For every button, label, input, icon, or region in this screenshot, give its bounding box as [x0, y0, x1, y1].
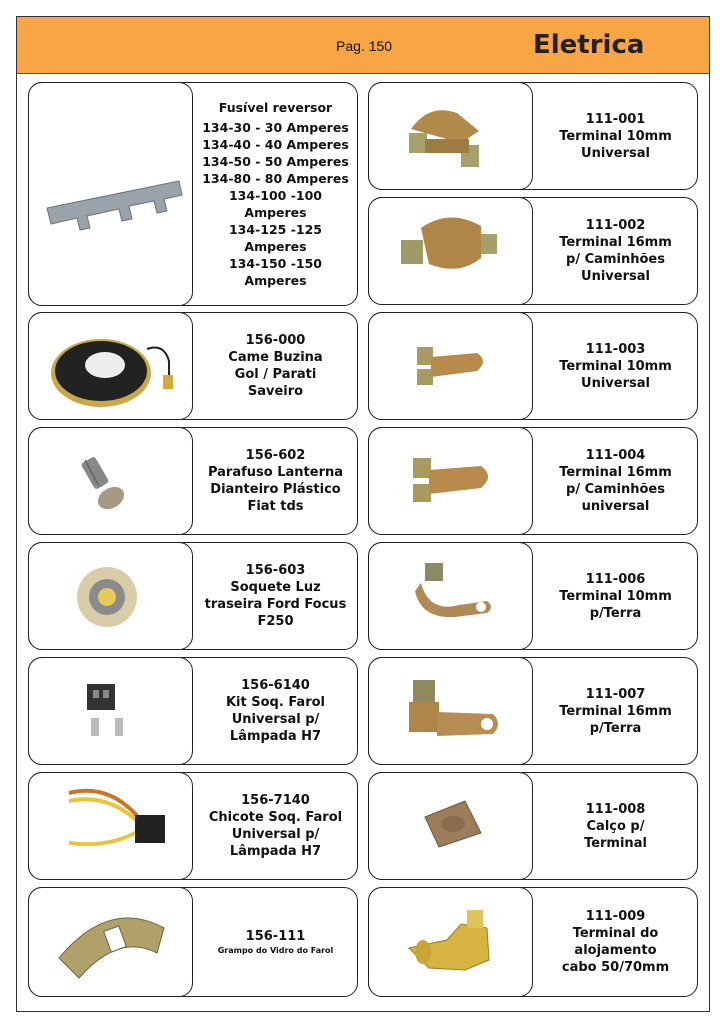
- product-text-fusivel: [194, 83, 357, 305]
- product-line: Fusível reversor: [218, 100, 333, 115]
- product-card-111-006: [368, 542, 698, 650]
- product-line: 111-004: [585, 448, 646, 463]
- connector-kit-icon: [29, 658, 193, 765]
- product-card-156-111: [28, 887, 358, 997]
- product-card-fusivel: [28, 82, 358, 306]
- fuse-strip-icon: [29, 83, 193, 306]
- product-line: 134-100 -100 Amperes: [228, 188, 322, 220]
- product-line: Lâmpada H7: [229, 729, 322, 744]
- product-line: p/Terra: [589, 605, 642, 621]
- ground-terminal-icon: [369, 543, 533, 650]
- product-text-156-603: [194, 543, 357, 649]
- product-line: Terminal: [584, 835, 647, 851]
- battery-terminal-icon: [369, 428, 533, 535]
- product-image-111-008: [368, 772, 533, 880]
- product-line: traseira Ford Focus: [204, 597, 347, 612]
- product-image-111-006: [368, 542, 533, 650]
- product-image-111-009: [368, 887, 533, 997]
- product-line: Terminal 16mm: [559, 703, 672, 719]
- product-line: 111-003: [585, 341, 646, 357]
- product-line: 134-125 -125 Amperes: [228, 222, 322, 254]
- product-card-111-003: [368, 312, 698, 420]
- product-line: Soquete Luz: [230, 580, 321, 595]
- product-line: Terminal 10mm: [559, 588, 672, 604]
- product-image-111-007: [368, 657, 533, 765]
- product-line: 111-009: [585, 909, 646, 924]
- product-text-156-602: [194, 428, 357, 534]
- product-line: Terminal 16mm: [559, 465, 672, 480]
- product-line: 111-001: [585, 111, 646, 127]
- product-line: 156-602: [245, 448, 306, 463]
- product-line: 111-002: [585, 218, 646, 233]
- product-line: 111-007: [585, 686, 646, 702]
- product-card-156-7140: [28, 772, 358, 880]
- product-line: Terminal 10mm: [559, 128, 672, 144]
- product-line: Chicote Soq. Farol: [208, 810, 343, 825]
- product-line: Universal: [581, 145, 650, 161]
- product-line: 111-008: [585, 801, 646, 817]
- product-line: Universal: [581, 375, 650, 391]
- product-image-fusivel: [28, 82, 193, 306]
- horn-cam-icon: [29, 313, 193, 420]
- product-line: 156-000: [245, 333, 306, 348]
- product-line: p/Terra: [589, 720, 642, 736]
- product-image-156-602: [28, 427, 193, 535]
- product-line: Terminal 16mm: [559, 235, 672, 250]
- product-image-156-6140: [28, 657, 193, 765]
- product-text-111-006: [534, 543, 697, 649]
- socket-icon: [29, 543, 193, 650]
- product-card-156-602: [28, 427, 358, 535]
- section-title: Eletrica: [533, 30, 645, 60]
- product-line: 111-006: [585, 571, 646, 587]
- product-image-111-001: [368, 82, 533, 190]
- product-image-156-603: [28, 542, 193, 650]
- product-description-small: Grampo do Vidro do Farol: [217, 946, 334, 955]
- product-line: Terminal 10mm: [559, 358, 672, 374]
- ground-terminal-icon: [369, 658, 533, 765]
- product-line: Calço p/: [586, 818, 645, 834]
- product-line: 134-80 - 80 Amperes: [202, 171, 349, 186]
- product-line: Gol / Parati: [234, 367, 317, 382]
- product-image-156-111: [28, 887, 193, 997]
- screw-icon: [29, 428, 193, 535]
- wiring-harness-icon: [29, 773, 193, 880]
- battery-terminal-icon: [369, 83, 533, 190]
- shim-icon: [369, 773, 533, 880]
- battery-terminal-icon: [369, 313, 533, 420]
- product-line: 156-111: [245, 929, 306, 944]
- product-line: Universal p/: [231, 712, 320, 727]
- product-line: Universal p/: [231, 827, 320, 842]
- product-line: Kit Soq. Farol: [225, 695, 326, 710]
- product-text-156-111: [194, 888, 357, 996]
- product-card-111-004: [368, 427, 698, 535]
- product-image-111-003: [368, 312, 533, 420]
- brass-terminal-icon: [369, 888, 533, 997]
- battery-terminal-icon: [369, 198, 533, 305]
- product-line: cabo 50/70mm: [561, 960, 670, 975]
- product-image-156-000: [28, 312, 193, 420]
- product-card-156-603: [28, 542, 358, 650]
- product-line: p/ Caminhões: [566, 482, 665, 497]
- product-card-111-008: [368, 772, 698, 880]
- product-card-111-007: [368, 657, 698, 765]
- product-line: Saveiro: [247, 384, 304, 399]
- product-text-111-003: [534, 313, 697, 419]
- product-line: 134-40 - 40 Amperes: [202, 137, 349, 152]
- product-text-111-002: [534, 198, 697, 304]
- product-image-111-004: [368, 427, 533, 535]
- product-line: universal: [581, 499, 650, 514]
- product-text-111-001: [534, 83, 697, 189]
- product-line: F250: [257, 614, 294, 629]
- product-text-156-6140: [194, 658, 357, 764]
- product-image-111-002: [368, 197, 533, 305]
- product-line: Universal: [581, 269, 650, 284]
- product-line: 156-6140: [241, 678, 310, 693]
- page-number: Pag. 150: [336, 38, 393, 54]
- product-card-111-001: [368, 82, 698, 190]
- product-card-111-009: [368, 887, 698, 997]
- product-card-156-000: [28, 312, 358, 420]
- product-text-111-004: [534, 428, 697, 534]
- product-text-111-008: [534, 773, 697, 879]
- product-line: alojamento: [574, 943, 657, 958]
- product-line: Fiat tds: [247, 499, 304, 514]
- product-line: Terminal do: [572, 926, 659, 941]
- product-line: 134-50 - 50 Amperes: [202, 154, 349, 169]
- product-text-111-007: [534, 658, 697, 764]
- product-line: Came Buzina: [228, 350, 323, 365]
- product-line: Parafuso Lanterna: [207, 465, 344, 480]
- product-text-156-000: [194, 313, 357, 419]
- product-line: 156-603: [245, 563, 306, 578]
- product-image-156-7140: [28, 772, 193, 880]
- product-line: Dianteiro Plástico: [210, 482, 341, 497]
- product-line: 156-7140: [241, 793, 310, 808]
- product-text-156-7140: [194, 773, 357, 879]
- product-line: p/ Caminhões: [566, 252, 665, 267]
- product-line: Lâmpada H7: [229, 844, 322, 859]
- product-text-111-009: [534, 888, 697, 996]
- product-line: 134-30 - 30 Amperes: [202, 120, 349, 135]
- product-card-156-6140: [28, 657, 358, 765]
- product-card-111-002: [368, 197, 698, 305]
- clip-icon: [29, 888, 193, 997]
- product-line: 134-150 -150 Amperes: [228, 256, 322, 288]
